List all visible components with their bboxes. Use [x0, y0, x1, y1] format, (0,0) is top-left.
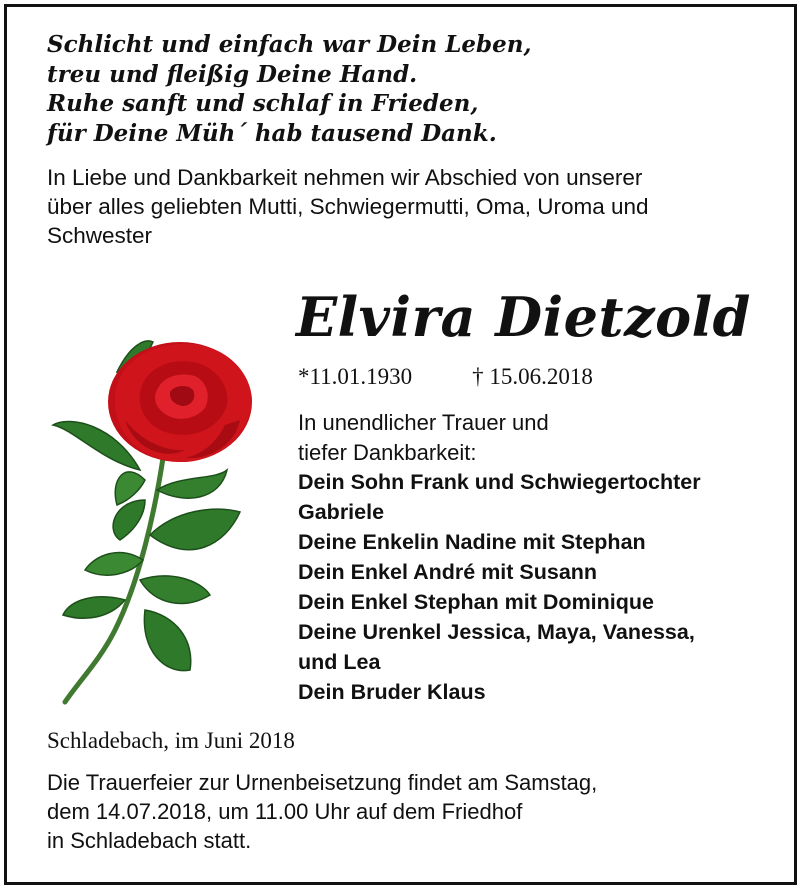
funeral-line: in Schladebach statt. [47, 828, 252, 853]
funeral-line: dem 14.07.2018, um 11.00 Uhr auf dem Friedhof [47, 799, 523, 824]
death-date: † 15.06.2018 [472, 364, 593, 389]
intro-line: In Liebe und Dankbarkeit nehmen wir Abschied von unserer [47, 165, 643, 190]
deceased-name: Elvira Dietzold [296, 285, 751, 349]
funeral-info [47, 768, 597, 855]
relatives-list [298, 467, 701, 707]
mourning-line: In unendlicher Trauer und [298, 410, 549, 435]
place-date: Schladebach, im Juni 2018 [47, 728, 295, 753]
mourning-text [298, 408, 549, 467]
mourning-line: tiefer Dankbarkeit: [298, 439, 477, 465]
funeral-line: Die Trauerfeier zur Urnenbeisetzung findet am Samstag, [47, 770, 598, 795]
relative-line: Dein Enkel André mit Susann [298, 560, 598, 584]
relative-line: Dein Bruder Klaus [298, 680, 486, 704]
relative-line: Dein Sohn Frank und Schwiegertochter [298, 470, 701, 494]
relative-line: Gabriele [298, 500, 385, 524]
relative-line: Deine Enkelin Nadine mit Stephan [298, 530, 646, 554]
poem [47, 30, 531, 148]
relative-line: Deine Urenkel Jessica, Maya, Vanessa, [298, 620, 695, 644]
poem-line: für Deine Müh´ hab tausend Dank. [47, 119, 497, 147]
intro-line: Schwester [47, 223, 153, 248]
poem-line: treu und fleißig Deine Hand. [47, 60, 418, 88]
intro-text [47, 163, 649, 250]
relative-line: Dein Enkel Stephan mit Dominique [298, 590, 654, 614]
poem-line: Schlicht und einfach war Dein Leben, [47, 31, 532, 58]
birth-date: *11.01.1930 [298, 364, 413, 389]
red-rose-icon [45, 330, 260, 705]
relative-line: und Lea [298, 650, 381, 674]
intro-line: über alles geliebten Mutti, Schwiegermutti, Oma, Uroma und [47, 194, 649, 219]
life-dates [298, 362, 593, 392]
poem-line: Ruhe sanft und schlaf in Frieden, [47, 90, 479, 117]
